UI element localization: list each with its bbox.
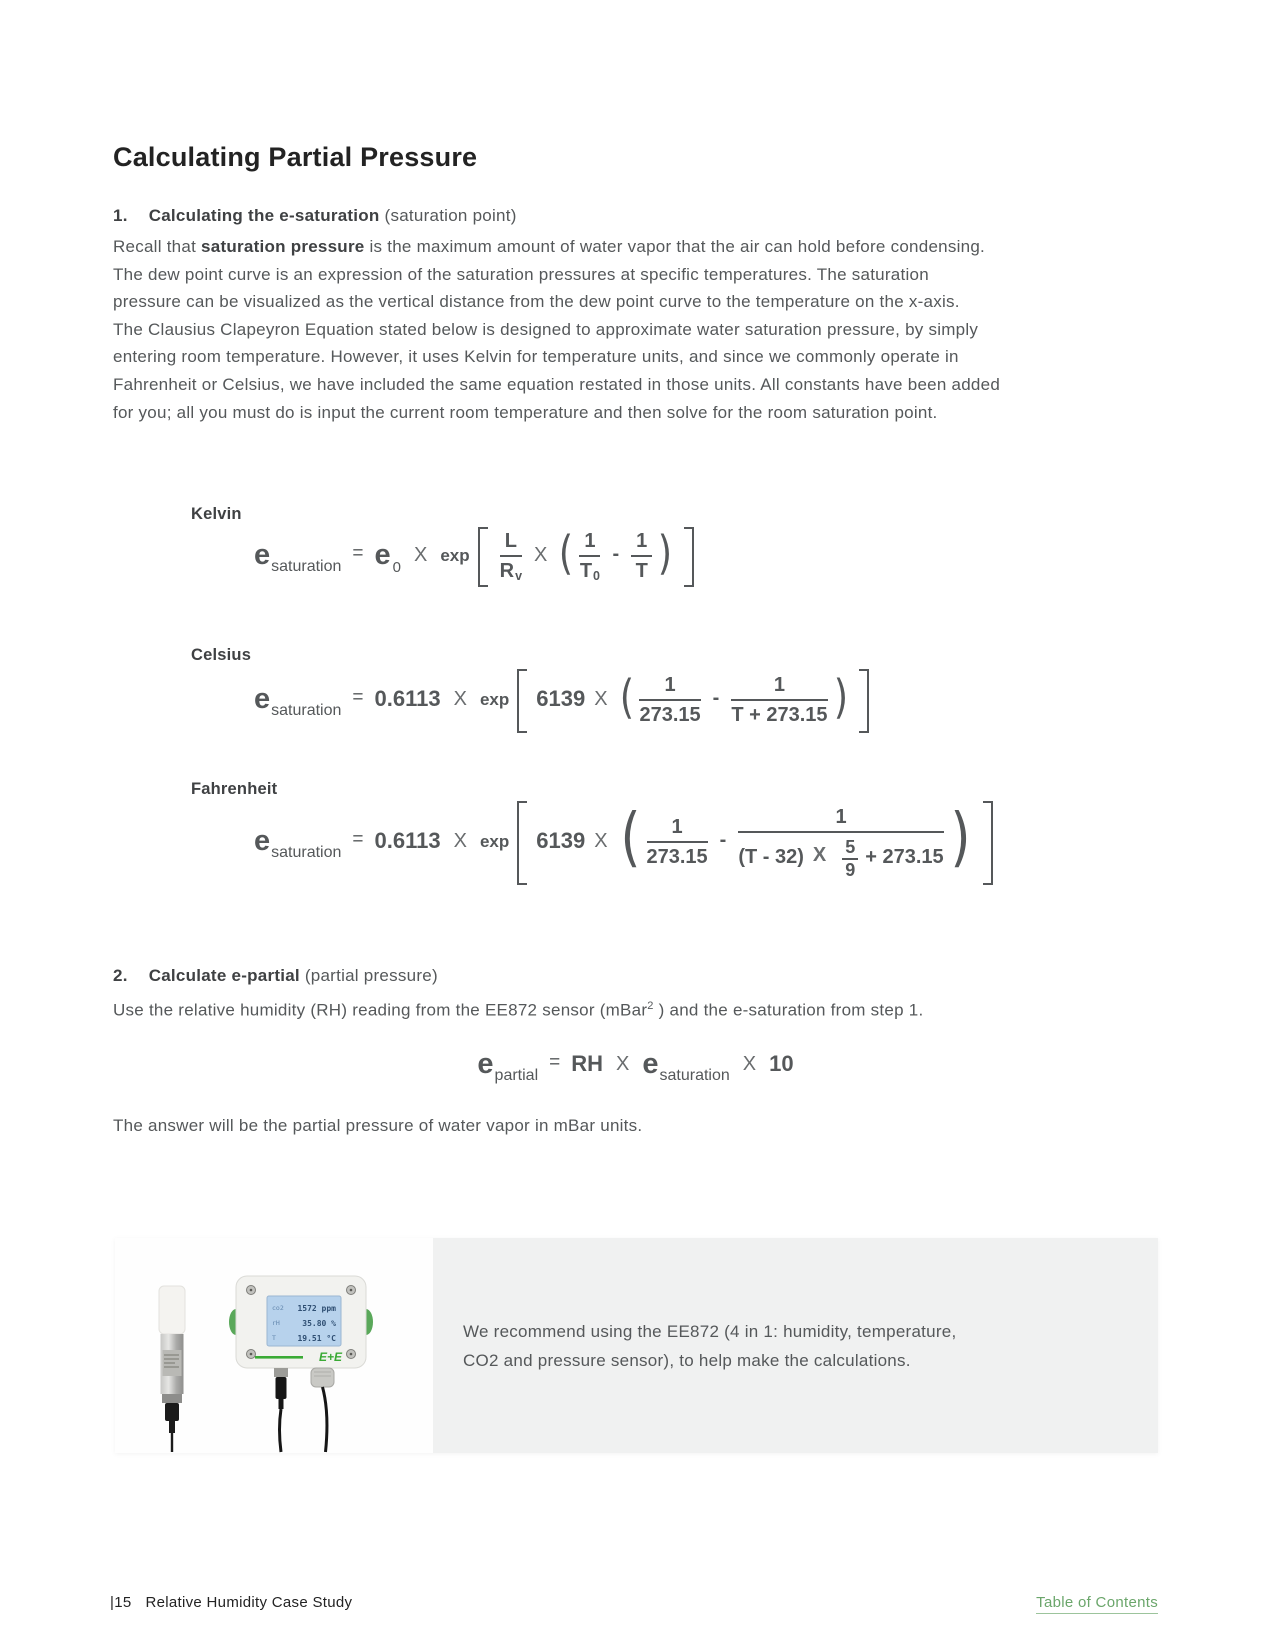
paragraph-text: is the maximum amount of water vapor that the air can hold before condensing. <box>364 237 986 256</box>
celsius-label: Celsius <box>191 646 252 664</box>
e-saturation-term: esaturation <box>254 824 342 861</box>
probe-sensor <box>159 1286 185 1452</box>
right-bracket <box>859 669 869 733</box>
paragraph-line: Fahrenheit or Celsius, we have included the same equation restated in those units. All constants have been added <box>113 374 1001 394</box>
lcd-row-value: 35.80 % <box>302 1319 336 1328</box>
e-saturation-term: esaturation <box>254 538 342 575</box>
five-ninths-fraction: 5 9 <box>842 838 858 880</box>
transmitter <box>229 1276 373 1452</box>
ee-logo: E+E <box>319 1350 343 1364</box>
right-bracket <box>983 801 993 885</box>
minus-sign: - <box>612 542 620 565</box>
lcd-row-value: 19.51 °C <box>297 1334 336 1343</box>
page-footer <box>110 1594 1158 1614</box>
equals-sign: = <box>352 687 364 708</box>
celsius-formula <box>254 666 869 736</box>
rh-term: RH <box>571 1051 604 1076</box>
section2-number: 2. <box>113 966 128 985</box>
left-bracket <box>517 669 527 733</box>
section1-number: 1. <box>113 206 128 225</box>
equals-sign: = <box>549 1052 561 1073</box>
answer-note: The answer will be the partial pressure of water vapor in mBar units. <box>113 1116 643 1135</box>
table-of-contents-link[interactable]: Table of Contents <box>1036 1594 1158 1614</box>
one-over-27315-fraction: $\frac{1}{273.15}$ <box>646 815 708 868</box>
paragraph-line: The Clausius Clapeyron Equation stated below is designed to approximate water saturation pressure, by simply <box>113 319 979 339</box>
equals-sign: = <box>352 829 364 850</box>
one-over-27315-fraction: $\frac{1}{273.15}$ <box>639 673 701 726</box>
page-title: Calculating Partial Pressure <box>113 142 478 172</box>
times-sign: X <box>453 829 467 852</box>
lcd-row-label: co2 <box>272 1304 284 1312</box>
section1-heading <box>113 206 517 226</box>
recommendation-panel <box>433 1238 1158 1453</box>
inner-coefficient: 6139 <box>536 686 586 711</box>
lcd-row-value: 1572 ppm <box>297 1304 336 1313</box>
paragraph-text: Use the relative humidity (RH) reading from the EE872 sensor (mBar <box>113 1000 648 1020</box>
left-bracket <box>517 801 527 885</box>
coefficient: 0.6113 <box>374 686 441 711</box>
inner-coefficient: 6139 <box>536 828 586 853</box>
cable-gland <box>311 1368 334 1452</box>
lcd-display <box>267 1296 341 1346</box>
exp-operator: exp <box>479 832 510 851</box>
right-paren: ) <box>658 526 673 580</box>
times-sign: X <box>812 843 827 866</box>
times-sign: X <box>594 687 608 710</box>
section2-heading <box>113 966 438 986</box>
footnote-marker: 2 <box>647 1000 654 1012</box>
fahrenheit-conversion-fraction: 1 (T - 32) X 5 9 + 273.15 <box>738 806 944 880</box>
paragraph-line: entering room temperature. However, it uses Kelvin for temperature units, and since we commonly operate in <box>113 347 959 367</box>
minus-sign: - <box>712 686 720 709</box>
paragraph-bold-text: saturation pressure <box>201 237 365 256</box>
paragraph-line: The dew point curve is an expression of the saturation pressures at specific temperatures. The saturation <box>113 264 929 284</box>
lcd-row-label: T <box>272 1334 276 1342</box>
cable-connector <box>274 1368 288 1452</box>
exp-operator: exp <box>440 546 470 565</box>
ten-term: 10 <box>769 1051 794 1076</box>
footer-doc-title: Relative Humidity Case Study <box>145 1594 353 1611</box>
lcd-row-label: rH <box>272 1319 280 1327</box>
times-sign: X <box>742 1052 757 1075</box>
paragraph-text: ) and the e-saturation from step 1. <box>653 1000 924 1020</box>
coefficient: 0.6113 <box>374 828 441 853</box>
section1-heading-suffix: (saturation point) <box>379 206 517 225</box>
left-paren: ( <box>620 801 641 875</box>
times-sign: X <box>414 543 428 566</box>
minus-sign: - <box>719 828 727 851</box>
paragraph-line: for you; all you must do is input the current room temperature and then solve for the room saturation point. <box>113 402 938 422</box>
partial-pressure-formula <box>113 1044 1158 1088</box>
section1-paragraph <box>113 233 1000 426</box>
recommendation-line: CO2 and pressure sensor), to help make the calculations. <box>463 1350 911 1370</box>
left-bracket <box>478 527 488 587</box>
fahrenheit-formula <box>254 798 993 888</box>
e-saturation-term: esaturation <box>254 682 342 719</box>
one-over-T-plus-27315-fraction: $\frac{1}{T + 273.15}$ <box>731 673 828 726</box>
right-bracket <box>684 527 694 587</box>
times-sign: X <box>594 829 608 852</box>
kelvin-label: Kelvin <box>191 505 242 523</box>
right-paren: ) <box>833 670 848 724</box>
one-over-T0-fraction: 1 T 0 <box>579 529 600 583</box>
paragraph-line: pressure can be visualized as the vertical distance from the dew point curve to the temperature on the x-axis. <box>113 292 960 312</box>
exp-operator: exp <box>479 690 510 709</box>
paragraph-line <box>113 993 923 1024</box>
times-sign: X <box>453 687 467 710</box>
equals-sign: = <box>352 543 364 564</box>
sensor-media-block <box>115 1238 1158 1453</box>
latent-heat-fraction: L R v <box>499 529 523 583</box>
page-number: |15 <box>110 1594 132 1611</box>
sensor-photo <box>115 1238 433 1453</box>
paragraph-line <box>113 233 1000 261</box>
recommendation-line: We recommend using the EE872 (4 in 1: humidity, temperature, <box>463 1321 957 1341</box>
paragraph-text: Recall that <box>113 237 202 256</box>
kelvin-formula <box>254 524 694 590</box>
e-saturation-term: esaturation <box>642 1047 730 1084</box>
logo-underline <box>255 1356 303 1359</box>
e0-term: e 0 <box>374 538 401 576</box>
left-paren: ( <box>619 670 634 724</box>
one-over-T-fraction: $\frac{1}{T}$ <box>631 530 652 583</box>
left-paren: ( <box>559 526 574 580</box>
times-sign: X <box>534 543 548 566</box>
footer-left <box>110 1594 352 1611</box>
e-partial-term: epartial <box>477 1047 539 1084</box>
ee872-sensor-illustration <box>115 1238 433 1453</box>
section2-paragraph <box>113 993 923 1024</box>
right-paren: ) <box>950 801 971 875</box>
section1-heading-bold: Calculating the e-saturation <box>148 206 380 225</box>
times-sign: X <box>616 1052 630 1075</box>
fahrenheit-label: Fahrenheit <box>191 780 278 798</box>
section2-heading-bold: Calculate e-partial <box>148 966 300 985</box>
section2-heading-suffix: (partial pressure) <box>299 966 438 985</box>
